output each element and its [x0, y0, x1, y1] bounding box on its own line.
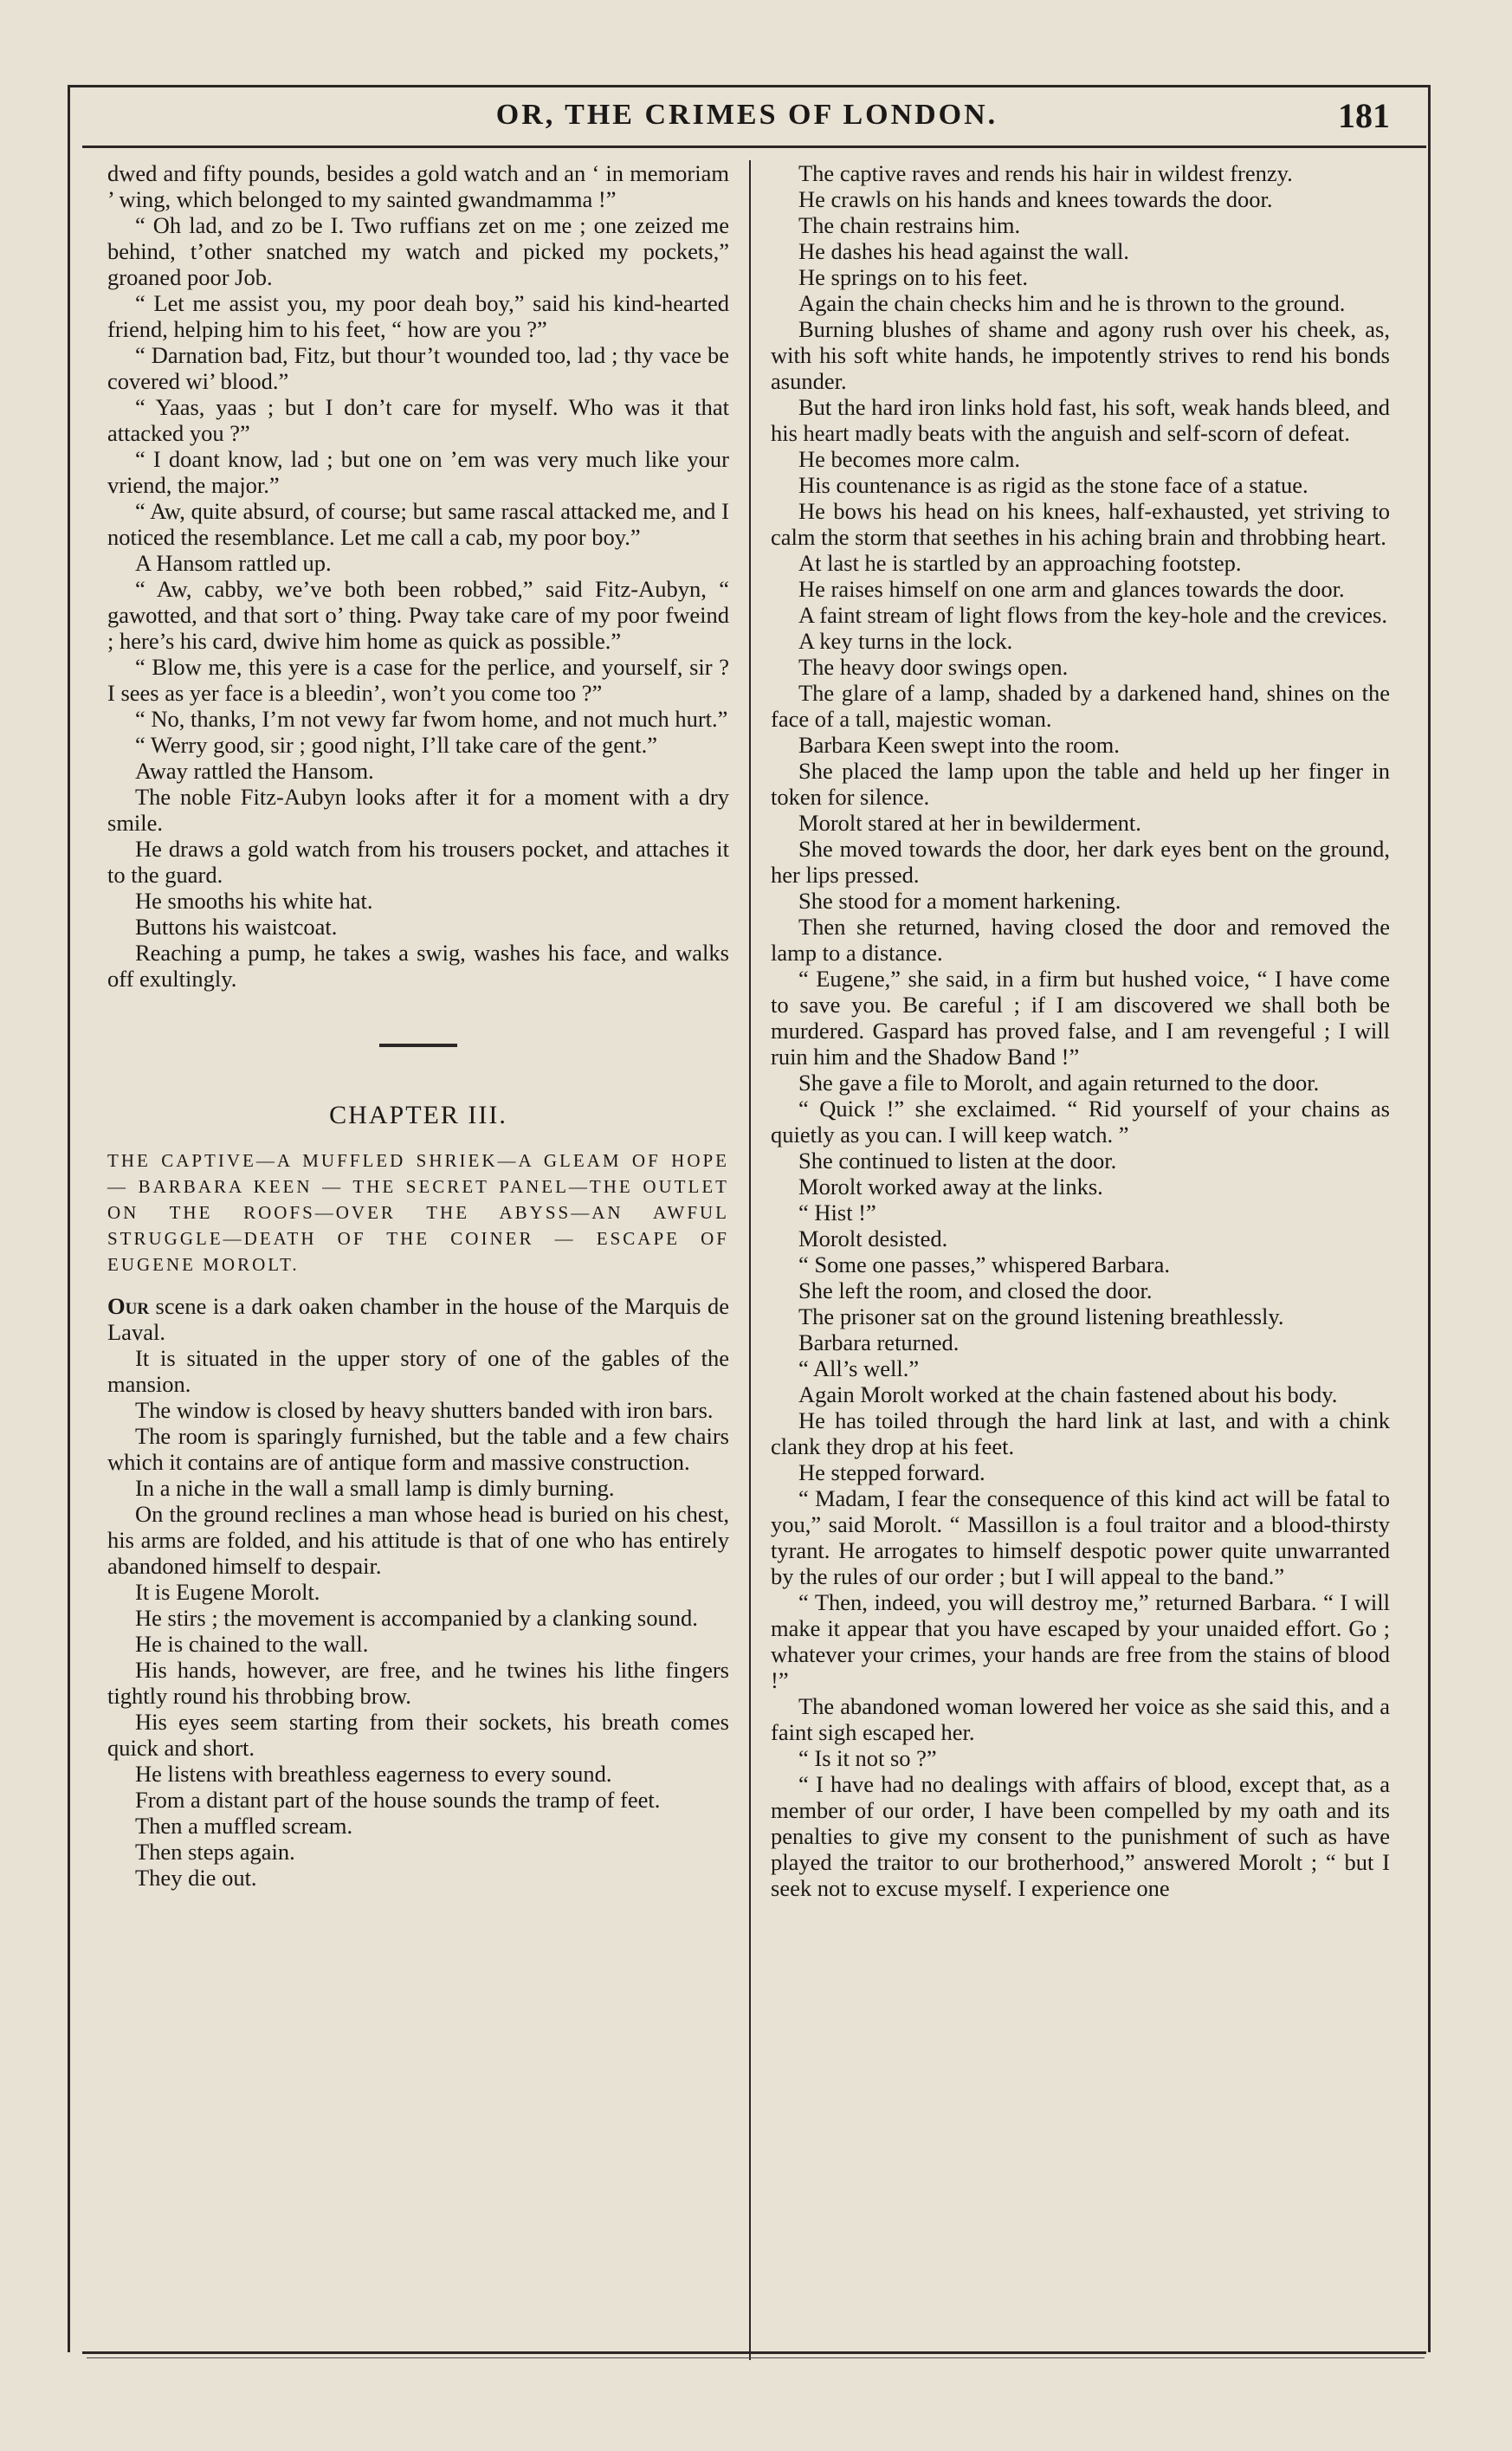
paragraph: The heavy door swings open. [798, 654, 1069, 680]
paragraph: Barbara Keen swept into the room. [798, 732, 1120, 758]
paragraph: Morolt desisted. [798, 1226, 948, 1251]
paragraph: Morolt stared at her in bewilderment. [798, 810, 1141, 836]
paragraph: Morolt worked away at the links. [798, 1174, 1103, 1200]
bottom-rule [82, 2351, 1426, 2354]
section-divider [379, 1044, 457, 1047]
paragraph: She left the room, and closed the door. [798, 1277, 1153, 1303]
paragraph: He is chained to the wall. [135, 1631, 369, 1657]
paragraph: The chain restrains him. [798, 212, 1021, 238]
paragraph: “ Aw, cabby, we’ve both been robbed,” said Fitz-Aubyn, “ gawotted, and that sort o’ thing. Pway take care of my poor fweind ; here’s his card, dwive him home as quick as possible.” [107, 576, 729, 654]
paragraph: He stepped forward. [798, 1459, 985, 1485]
paragraph: On the ground reclines a man whose head is buried on his chest, his arms are folded, and his attitude is that of one who has entirely abandoned himself to despair. [107, 1501, 729, 1579]
opening-paragraph [107, 1293, 729, 1345]
paragraph: Reaching a pump, he takes a swig, washes his face, and walks off exultingly. [107, 940, 729, 992]
paragraph: Again the chain checks him and he is thrown to the ground. [798, 290, 1346, 316]
paragraph: He draws a gold watch from his trousers pocket, and attaches it to the guard. [107, 836, 729, 888]
paragraph: At last he is startled by an approaching footstep. [798, 550, 1242, 576]
paragraph: In a niche in the wall a small lamp is dimly burning. [135, 1475, 615, 1501]
paragraph: “ Blow me, this yere is a case for the perlice, and yourself, sir ? I sees as yer face is a bleedin’, won’t you come too ?” [107, 654, 729, 706]
paragraph: “ I doant know, lad ; but one on ’em was very much like your vriend, the major.” [107, 446, 729, 498]
paragraph: “ Some one passes,” whispered Barbara. [798, 1251, 1171, 1277]
paragraph: He springs on to his feet. [798, 264, 1028, 290]
paragraph: His hands, however, are free, and he twines his lithe fingers tightly round his throbbing brow. [107, 1657, 729, 1709]
paragraph: The room is sparingly furnished, but the table and a few chairs which it contains are of antique form and massive construction. [107, 1423, 729, 1475]
paragraph: She moved towards the door, her dark eyes bent on the ground, her lips pressed. [771, 836, 1390, 888]
opening-word: Our [107, 1293, 150, 1319]
paragraph: Away rattled the Hansom. [135, 758, 374, 784]
paragraph: The captive raves and rends his hair in wildest frenzy. [798, 160, 1293, 186]
paragraph: He smooths his white hat. [135, 888, 373, 914]
paragraph: “ Is it not so ?” [798, 1745, 937, 1771]
paragraph: “ Werry good, sir ; good night, I’ll take care of the gent.” [135, 732, 658, 758]
paragraph: Then she returned, having closed the door and removed the lamp to a distance. [771, 914, 1390, 966]
paragraph: She stood for a moment harkening. [798, 888, 1121, 914]
paragraph: “ Then, indeed, you will destroy me,” returned Barbara. “ I will make it appear that you have escaped by your unaided effort. Go ; whatever your crimes, your hands are free from the stains of blood !” [771, 1589, 1390, 1693]
paragraph: Barbara returned. [798, 1329, 960, 1355]
bottom-rule-thin [87, 2357, 1425, 2358]
paragraph: His countenance is as rigid as the stone face of a statue. [798, 472, 1308, 498]
paragraph: But the hard iron links hold fast, his soft, weak hands bleed, and his heart madly beats with the anguish and self-scorn of defeat. [771, 394, 1390, 446]
column-divider [749, 160, 751, 2360]
page-header [104, 95, 1390, 147]
paragraph: “ Oh lad, and zo be I. Two ruffians zet on me ; one zeized me behind, t’other snatched my watch and picked my pockets,” groaned poor Job. [107, 212, 729, 290]
paragraph: He has toiled through the hard link at last, and with a chink clank they drop at his feet. [771, 1407, 1390, 1459]
paragraph: “ Let me assist you, my poor deah boy,” said his kind-hearted friend, helping him to his feet, “ how are you ?” [107, 290, 729, 342]
paragraph: Then steps again. [135, 1839, 295, 1865]
paragraph: He dashes his head against the wall. [798, 238, 1129, 264]
paragraph: It is Eugene Morolt. [135, 1579, 320, 1605]
paragraph: Burning blushes of shame and agony rush over his cheek, as, with his soft white hands, he impotently strives to rend his bonds asunder. [771, 316, 1390, 394]
paragraph: “ Yaas, yaas ; but I don’t care for myself. Who was it that attacked you ?” [107, 394, 729, 446]
paragraph: She continued to listen at the door. [798, 1148, 1117, 1174]
paragraph: Then a muffled scream. [135, 1813, 353, 1839]
paragraph: The window is closed by heavy shutters banded with iron bars. [135, 1397, 714, 1423]
paragraph: The abandoned woman lowered her voice as she said this, and a faint sigh escaped her. [771, 1693, 1390, 1745]
paragraph: He becomes more calm. [798, 446, 1021, 472]
page-number: 181 [1338, 96, 1390, 135]
paragraph: “ Aw, quite absurd, of course; but same rascal attacked me, and I noticed the resemblance. Let me call a cab, my poor boy.” [107, 498, 729, 550]
paragraph: His eyes seem starting from their sockets, his breath comes quick and short. [107, 1709, 729, 1761]
paragraph: She gave a file to Morolt, and again returned to the door. [798, 1070, 1320, 1096]
left-column [107, 160, 729, 1891]
chapter-title: CHAPTER III. [329, 1101, 507, 1129]
paragraph: Again Morolt worked at the chain fastened about his body. [798, 1381, 1338, 1407]
paragraph: Buttons his waistcoat. [135, 914, 338, 940]
paragraph: The noble Fitz-Aubyn looks after it for a moment with a dry smile. [107, 784, 729, 836]
paragraph: A key turns in the lock. [798, 628, 1013, 654]
paragraph: “ Eugene,” she said, in a firm but hushed voice, “ I have come to save you. Be careful ; if I am discovered we shall both be murdered. Gaspard has proved false, and I am revengeful ; I will ruin him and the Shadow Band !” [771, 966, 1390, 1070]
paragraph: A faint stream of light flows from the key-hole and the crevices. [798, 602, 1387, 628]
running-title: OR, THE CRIMES OF LONDON. [495, 99, 998, 131]
paragraph: He bows his head on his knees, half-exhausted, yet striving to calm the storm that seethes in his aching brain and throbbing heart. [771, 498, 1390, 550]
paragraph: “ Darnation bad, Fitz, but thour’t wounded too, lad ; thy vace be covered wi’ blood.” [107, 342, 729, 394]
paragraph: He stirs ; the movement is accompanied by a clanking sound. [135, 1605, 698, 1631]
paragraph: He raises himself on one arm and glances towards the door. [798, 576, 1345, 602]
right-column [771, 160, 1390, 1901]
paragraph: The glare of a lamp, shaded by a darkened hand, shines on the face of a tall, majestic woman. [771, 680, 1390, 732]
paragraph: He listens with breathless eagerness to every sound. [135, 1761, 612, 1787]
chapter-synopsis: THE CAPTIVE—A MUFFLED SHRIEK—A GLEAM OF HOPE — BARBARA KEEN — THE SECRET PANEL—THE OUTLET ON THE ROOFS—OVER THE ABYSS—AN AWFUL STRUGGLE—DEATH OF THE COINER — ESCAPE OF EUGENE MOROLT. [107, 1150, 729, 1275]
paragraph: “ Madam, I fear the consequence of this kind act will be fatal to you,” said Morolt. “ Massillon is a foul traitor and a blood-thirsty tyrant. He arrogates to himself despotic power quite unwarranted by the rules of our order ; but I will appeal to the band.” [771, 1485, 1390, 1589]
header-rule [82, 146, 1426, 148]
paragraph: “ All’s well.” [798, 1355, 920, 1381]
paragraph: From a distant part of the house sounds the tramp of feet. [135, 1787, 661, 1813]
paragraph: “ Hist !” [798, 1200, 876, 1226]
paragraph: He crawls on his hands and knees towards the door. [798, 186, 1273, 212]
paragraph: They die out. [135, 1865, 257, 1891]
paragraph: “ Quick !” she exclaimed. “ Rid yourself of your chains as quietly as you can. I will keep watch. ” [771, 1096, 1390, 1148]
opening-text: scene is a dark oaken chamber in the house of the Marquis de Laval. [107, 1293, 729, 1345]
paragraph: “ I have had no dealings with affairs of blood, except that, as a member of our order, I have been compelled by my oath and its penalties to give my consent to the punishment of such as have played the traitor to our brotherhood,” answered Morolt ; “ but I seek not to excuse myself. I experience one [771, 1771, 1390, 1901]
paragraph: The prisoner sat on the ground listening breathlessly. [798, 1303, 1284, 1329]
paragraph: “ No, thanks, I’m not vewy far fwom home, and not much hurt.” [135, 706, 728, 732]
paragraph: She placed the lamp upon the table and held up her finger in token for silence. [771, 758, 1390, 810]
paragraph: A Hansom rattled up. [135, 550, 332, 576]
paragraph: It is situated in the upper story of one of the gables of the mansion. [107, 1345, 729, 1397]
paragraph: dwed and fifty pounds, besides a gold watch and an ‘ in memoriam ’ wing, which belonged to my sainted gwandmamma !” [107, 160, 729, 212]
